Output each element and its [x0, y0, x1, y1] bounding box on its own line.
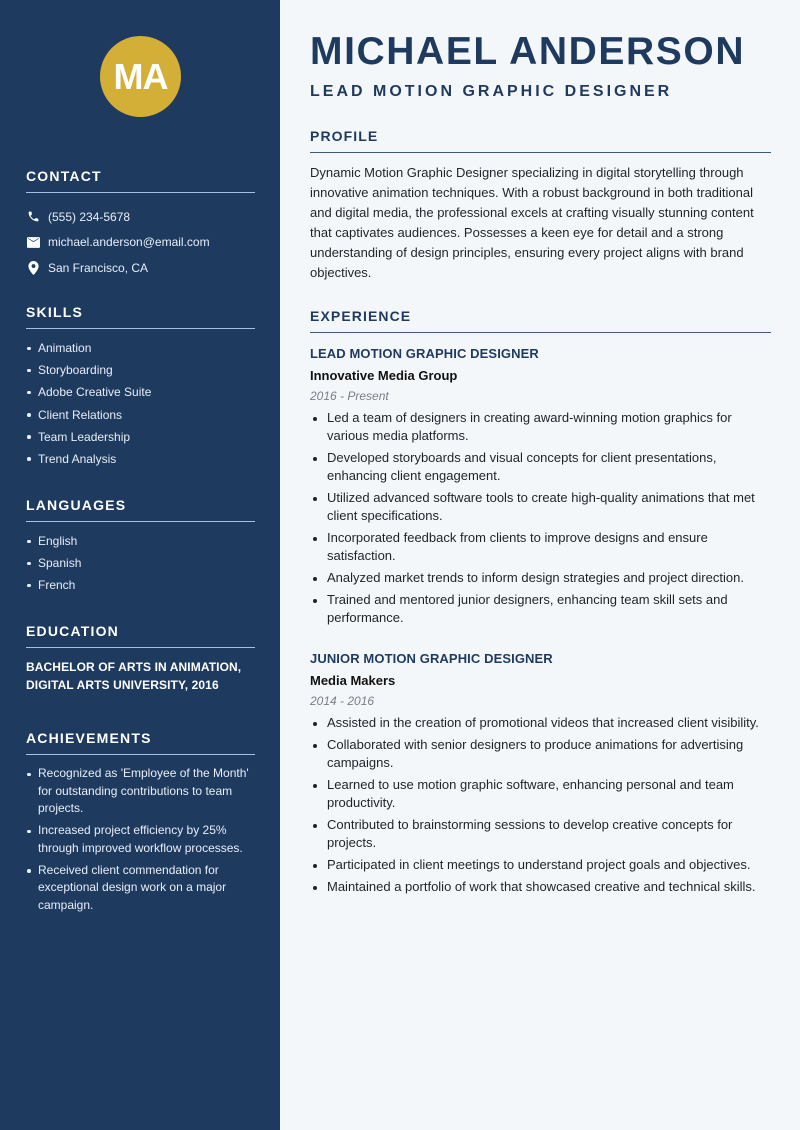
skill-item: Trend Analysis — [26, 450, 255, 468]
location-text: San Francisco, CA — [48, 260, 149, 275]
job-bullet: Learned to use motion graphic software, enhancing personal and team productivity. — [310, 776, 772, 812]
phone-text: (555) 234-5678 — [48, 209, 131, 224]
achievements-section — [26, 730, 255, 919]
job-bullet: Maintained a portfolio of work that showcased creative and technical skills. — [310, 878, 772, 896]
education-line-2: DIGITAL ARTS UNIVERSITY, 2016 — [26, 677, 219, 692]
job-bullet: Participated in client meetings to understand project goals and objectives. — [310, 856, 772, 874]
job-bullet: Developed storyboards and visual concepts for client presentations, enhancing client engagement. — [310, 449, 772, 485]
contact-location — [26, 255, 255, 281]
email-icon — [26, 235, 40, 249]
job-company: Media Makers — [310, 673, 396, 688]
avatar-initials: MA — [113, 55, 168, 97]
skill-item: Adobe Creative Suite — [26, 383, 255, 401]
languages-section — [26, 497, 255, 599]
education-line-1: BACHELOR OF ARTS IN ANIMATION, — [26, 660, 242, 674]
candidate-name: MICHAEL ANDERSON — [310, 30, 746, 73]
skills-section — [26, 304, 255, 472]
education-section — [26, 623, 255, 694]
achievement-item: Increased project efficiency by 25% through improved workflow processes. — [26, 822, 255, 857]
skills-list — [26, 339, 255, 468]
skills-heading: SKILLS — [26, 304, 255, 329]
email-text: michael.anderson@email.com — [48, 235, 210, 250]
job-bullet: Utilized advanced software tools to create high-quality animations that met client specifications. — [310, 489, 772, 525]
language-item: Spanish — [26, 554, 255, 572]
job-bullet: Incorporated feedback from clients to improve designs and ensure satisfaction. — [310, 529, 772, 565]
sidebar — [0, 0, 280, 1130]
job-bullet: Trained and mentored junior designers, enhancing team skill sets and performance. — [310, 591, 772, 627]
experience-heading: EXPERIENCE — [310, 308, 771, 333]
profile-text: Dynamic Motion Graphic Designer specializing in digital storytelling through innovative animation techniques. With a robust background in both traditional and digital media, the professional excels at crafting visually stunning content that captivates audiences. Possesses a keen eye for detail and a strong understanding of design principles, ensuring every project aligns with brand objectives. — [310, 165, 754, 280]
contact-heading: CONTACT — [26, 168, 255, 193]
language-item: English — [26, 532, 255, 550]
avatar — [100, 36, 181, 117]
contact-phone — [26, 204, 255, 230]
skill-item: Client Relations — [26, 406, 255, 424]
skill-item: Storyboarding — [26, 361, 255, 379]
job-company: Innovative Media Group — [310, 368, 458, 383]
candidate-title: LEAD MOTION GRAPHIC DESIGNER — [310, 83, 673, 100]
contact-list — [26, 204, 255, 281]
job-title: LEAD MOTION GRAPHIC DESIGNER — [310, 346, 539, 361]
job-title: JUNIOR MOTION GRAPHIC DESIGNER — [310, 651, 553, 666]
job-bullet: Led a team of designers in creating award-winning motion graphics for various media platforms. — [310, 409, 772, 445]
job-dates: 2014 - 2016 — [310, 694, 375, 708]
skill-item: Animation — [26, 339, 255, 357]
profile-heading: PROFILE — [310, 128, 771, 153]
job-dates: 2016 - Present — [310, 389, 389, 403]
job-bullet: Assisted in the creation of promotional videos that increased client visibility. — [310, 714, 772, 732]
skill-item: Team Leadership — [26, 428, 255, 446]
languages-list — [26, 532, 255, 594]
education-heading: EDUCATION — [26, 623, 255, 648]
job-bullet: Contributed to brainstorming sessions to develop creative concepts for projects. — [310, 816, 772, 852]
achievement-item: Received client commendation for exceptional design work on a major campaign. — [26, 862, 255, 915]
contact-section — [26, 168, 255, 281]
job-bullets — [310, 714, 772, 896]
achievements-heading: ACHIEVEMENTS — [26, 730, 255, 755]
achievement-item: Recognized as 'Employee of the Month' for outstanding contributions to team projects. — [26, 765, 255, 818]
phone-icon — [26, 210, 40, 224]
language-item: French — [26, 576, 255, 594]
job-entry — [310, 651, 772, 900]
job-bullet: Analyzed market trends to inform design strategies and project direction. — [310, 569, 772, 587]
job-bullets — [310, 409, 772, 627]
contact-email — [26, 230, 255, 256]
education-degree — [26, 659, 255, 694]
location-icon — [26, 261, 40, 275]
job-bullet: Collaborated with senior designers to produce animations for advertising campaigns. — [310, 736, 772, 772]
job-entry — [310, 346, 772, 631]
languages-heading: LANGUAGES — [26, 497, 255, 522]
achievements-list — [26, 765, 255, 914]
